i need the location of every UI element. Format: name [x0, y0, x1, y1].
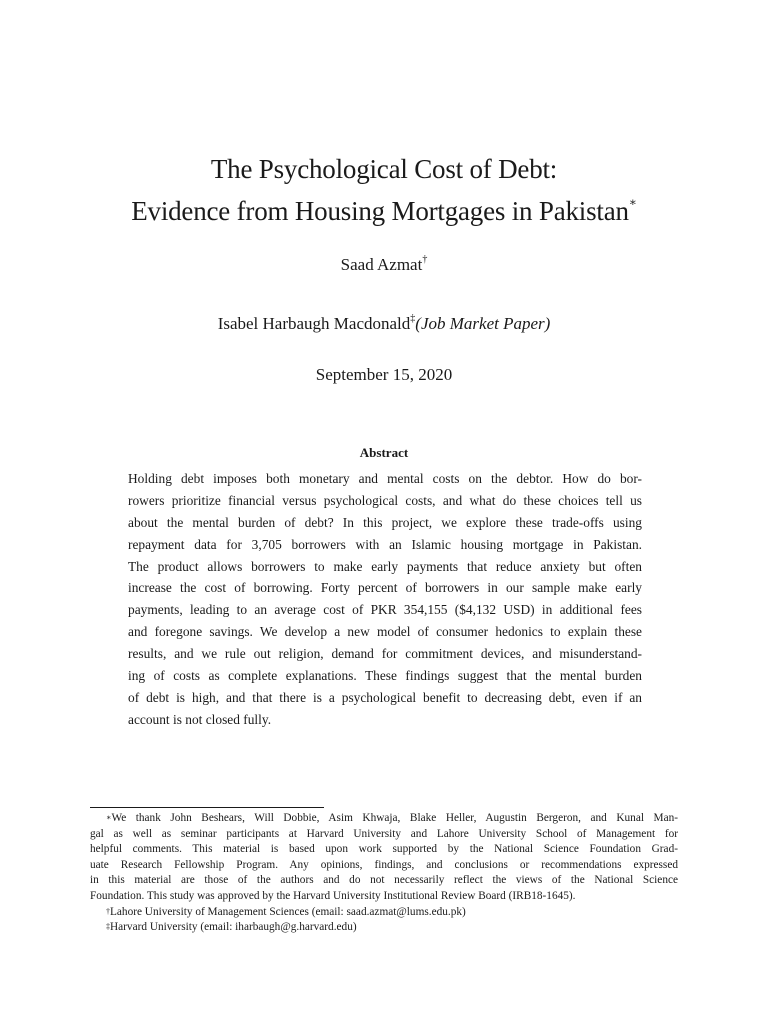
footnote-double-dagger	[90, 920, 678, 936]
author-1-name: Saad Azmat	[340, 255, 423, 274]
abstract-heading: Abstract	[359, 445, 409, 460]
author-1	[0, 256, 768, 273]
footnote-dagger-text: Lahore University of Management Sciences (email: saad.azmat@lums.edu.pk)	[110, 905, 466, 918]
footnote-star-line: in this material are those of the authors and do not necessarily reflect the views of the National Science	[90, 874, 678, 887]
title-footnote-mark: ∗	[628, 195, 637, 209]
abstract-line: rowers prioritize financial versus psychological costs, and what do these choices tell us	[128, 492, 642, 508]
footnote-star-line: helpful comments. This material is based upon work supported by the National Science Foundation Grad-	[90, 843, 678, 856]
author-2	[0, 315, 768, 332]
footnote-star-line	[90, 811, 678, 827]
abstract-line: ing of costs as complete explanations. These findings suggest that the mental burden	[128, 668, 642, 684]
abstract-line: Holding debt imposes both monetary and mental costs on the debtor. How do bor-	[128, 471, 642, 486]
footnotes	[90, 811, 678, 936]
author-1-footnote-mark: †	[422, 254, 428, 265]
title-line-2	[0, 195, 768, 226]
footnote-divider	[90, 807, 324, 808]
paper-date: September 15, 2020	[315, 365, 453, 384]
abstract-line: repayment data for 3,705 borrowers with an Islamic housing mortgage in Pakistan.	[128, 536, 642, 552]
abstract-line: payments, leading to an average cost of PKR 354,155 ($4,132 USD) in additional fees	[128, 602, 642, 618]
author-2-note: (Job Market Paper)	[415, 314, 551, 333]
abstract-body	[128, 468, 642, 731]
footnote-star-line: uate Research Fellowship Program. Any opinions, findings, and conclusions or recommendations expressed	[90, 858, 678, 871]
footnote-dagger	[90, 905, 678, 921]
author-2-footnote-mark: ‡	[410, 313, 416, 324]
footnote-double-dagger-text: Harvard University (email: iharbaugh@g.harvard.edu)	[110, 921, 357, 934]
footnote-star-line: gal as well as seminar participants at Harvard University and Lahore University School of Management for	[90, 827, 678, 840]
abstract-line: increase the cost of borrowing. Forty percent of borrowers in our sample make early	[128, 580, 642, 596]
footnote-star-text: We thank John Beshears, Will Dobbie, Asim Khwaja, Blake Heller, Augustin Bergeron, and Kunal Man-	[111, 812, 678, 824]
abstract-line: and foregone savings. We develop a new model of consumer hedonics to explain these	[128, 624, 642, 640]
abstract-line: The product allows borrowers to make early payments that reduce anxiety but often	[128, 558, 642, 574]
author-2-name: Isabel Harbaugh Macdonald	[217, 314, 411, 333]
footnote-dagger-mark: †	[106, 906, 110, 916]
footnote-star-mark: ∗	[106, 813, 112, 822]
footnote-double-dagger-mark: ‡	[106, 922, 110, 932]
title-line-2-text: Evidence from Housing Mortgages in Pakistan	[131, 196, 629, 226]
abstract-line: account is not closed fully.	[128, 711, 272, 727]
abstract-line: results, and we rule out religion, demand for commitment devices, and misunderstand-	[128, 646, 642, 662]
footnote-star-line: Foundation. This study was approved by the Harvard University Institutional Review Board (IRB18-1645).	[90, 889, 576, 902]
abstract-line: of debt is high, and that there is a psychological benefit to decreasing debt, even if an	[128, 689, 642, 705]
title-line-1-text: The Psychological Cost of Debt:	[210, 154, 558, 184]
abstract-line: about the mental burden of debt? In this project, we explore these trade-offs using	[128, 514, 642, 530]
title-line-1	[0, 156, 768, 183]
